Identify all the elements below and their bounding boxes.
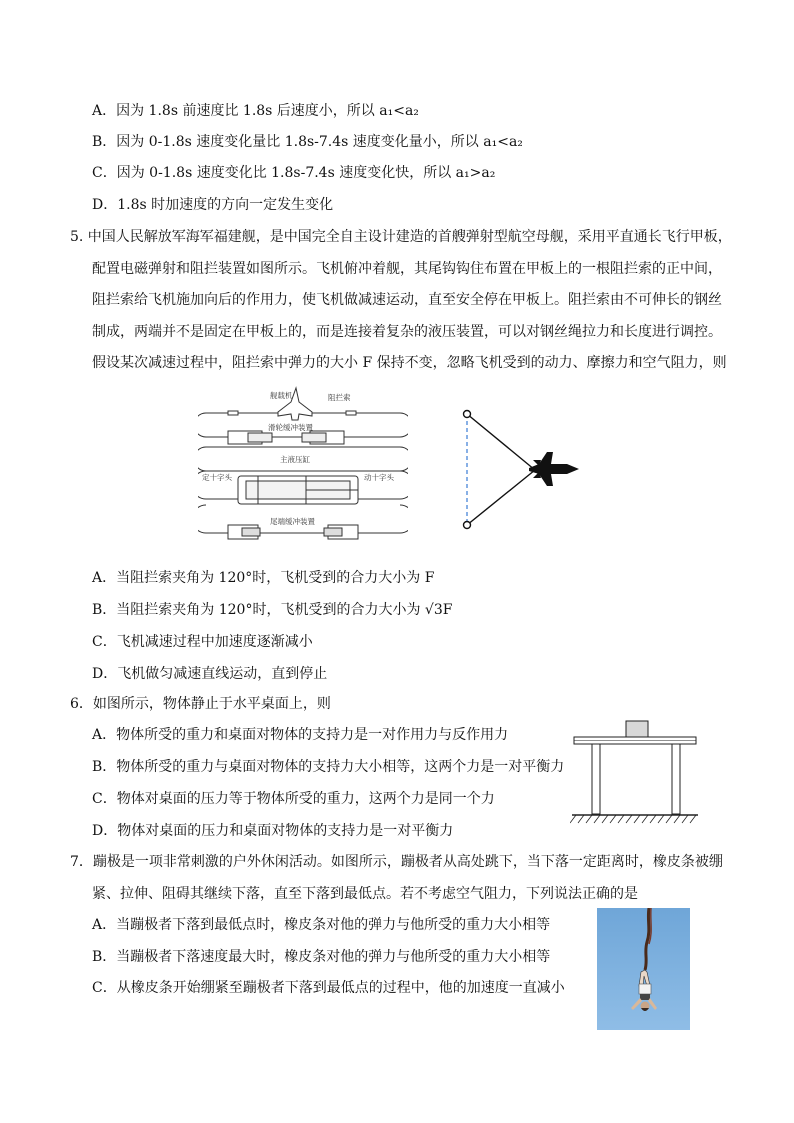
label-main-cylinder: 主液压缸 (280, 455, 310, 464)
q6-option-b: B．物体所受的重力与桌面对物体的支持力大小相等，这两个力是一对平衡力 (92, 759, 565, 775)
q7-stem-line-2: 紧、拉伸、阻碍其继续下落，直至下落到最低点。若不考虑空气阻力，下列说法正确的是 (92, 886, 638, 902)
q7-option-a: A．当蹦极者下落到最低点时，橡皮条对他的弹力与他所受的重力大小相等 (92, 917, 551, 933)
q6-option-d: D．物体对桌面的压力和桌面对物体的支持力是一对平衡力 (92, 823, 454, 839)
q5-option-b: B．当阻拦索夹角为 120°时，飞机受到的合力大小为 √3F (92, 602, 453, 618)
q5-stem-line-4: 制成，两端并不是固定在甲板上的，而是连接着复杂的液压装置，可以对钢丝绳拉力和长度进行调控。 (92, 324, 722, 340)
table-with-block-diagram (570, 715, 700, 827)
label-carrier-plane: 舰载机 (270, 391, 293, 400)
q5-option-c: C．飞机减速过程中加速度逐渐减小 (92, 634, 313, 650)
q4-option-c: C．因为 0-1.8s 速度变化比 1.8s-7.4s 速度变化快，所以 a₁>a₂ (92, 165, 496, 181)
q6-stem: 6．如图所示，物体静止于水平桌面上，则 (70, 696, 331, 712)
q4-option-d: D．1.8s 时加速度的方向一定发生变化 (92, 197, 334, 213)
q5-stem-line-1: 5. 中国人民解放军海军福建舰，是中国完全自主设计建造的首艘弹射型航空母舰，采用平直通长飞行甲板， (70, 229, 732, 245)
q4-option-a: A．因为 1.8s 前速度比 1.8s 后速度小，所以 a₁<a₂ (92, 103, 419, 119)
q7-option-b: B．当蹦极者下落速度最大时，橡皮条对他的弹力与他所受的重力大小相等 (92, 949, 551, 965)
label-moving-crosshead: 动十字头 (364, 473, 394, 482)
q5-stem-line-3: 阻拦索给飞机施加向后的作用力，使飞机做减速运动，直至安全停在甲板上。阻拦索由不可伸长的钢丝 (92, 292, 722, 308)
q5-stem-line-2: 配置电磁弹射和阻拦装置如图所示。飞机俯冲着舰，其尾钩钩住布置在甲板上的一根阻拦索的正中间， (92, 261, 722, 277)
q7-option-c: C．从橡皮条开始绷紧至蹦极者下落到最低点的过程中，他的加速度一直减小 (92, 980, 565, 996)
q6-option-a: A．物体所受的重力和桌面对物体的支持力是一对作用力与反作用力 (92, 727, 509, 743)
arresting-gear-diagram (198, 384, 408, 554)
q4-option-b: B．因为 0-1.8s 速度变化量比 1.8s-7.4s 速度变化量小，所以 a₁<a₂ (92, 134, 523, 150)
jet-icon (529, 452, 579, 486)
label-pulley-buffer: 滑轮缓冲装置 (268, 423, 313, 432)
q6-option-c: C．物体对桌面的压力等于物体所受的重力，这两个力是同一个力 (92, 791, 495, 807)
label-arrest-cable: 阻拦索 (328, 393, 351, 402)
q5-option-a: A．当阻拦索夹角为 120°时，飞机受到的合力大小为 F (92, 570, 435, 586)
cable-force-diagram (455, 400, 595, 535)
label-fixed-crosshead: 定十字头 (202, 473, 232, 482)
q7-stem-line-1: 7．蹦极是一项非常刺激的户外休闲活动。如图所示，蹦极者从高处跳下，当下落一定距离时，橡皮条被绷 (70, 854, 723, 870)
bungee-jumper-photo (597, 908, 690, 1030)
q5-option-d: D．飞机做匀减速直线运动，直到停止 (92, 666, 328, 682)
label-tail-buffer: 尾端缓冲装置 (270, 517, 315, 526)
q5-stem-line-5: 假设某次减速过程中，阻拦索中弹力的大小 F 保持不变，忽略飞机受到的动力、摩擦力和空气阻力，则 (92, 355, 727, 371)
